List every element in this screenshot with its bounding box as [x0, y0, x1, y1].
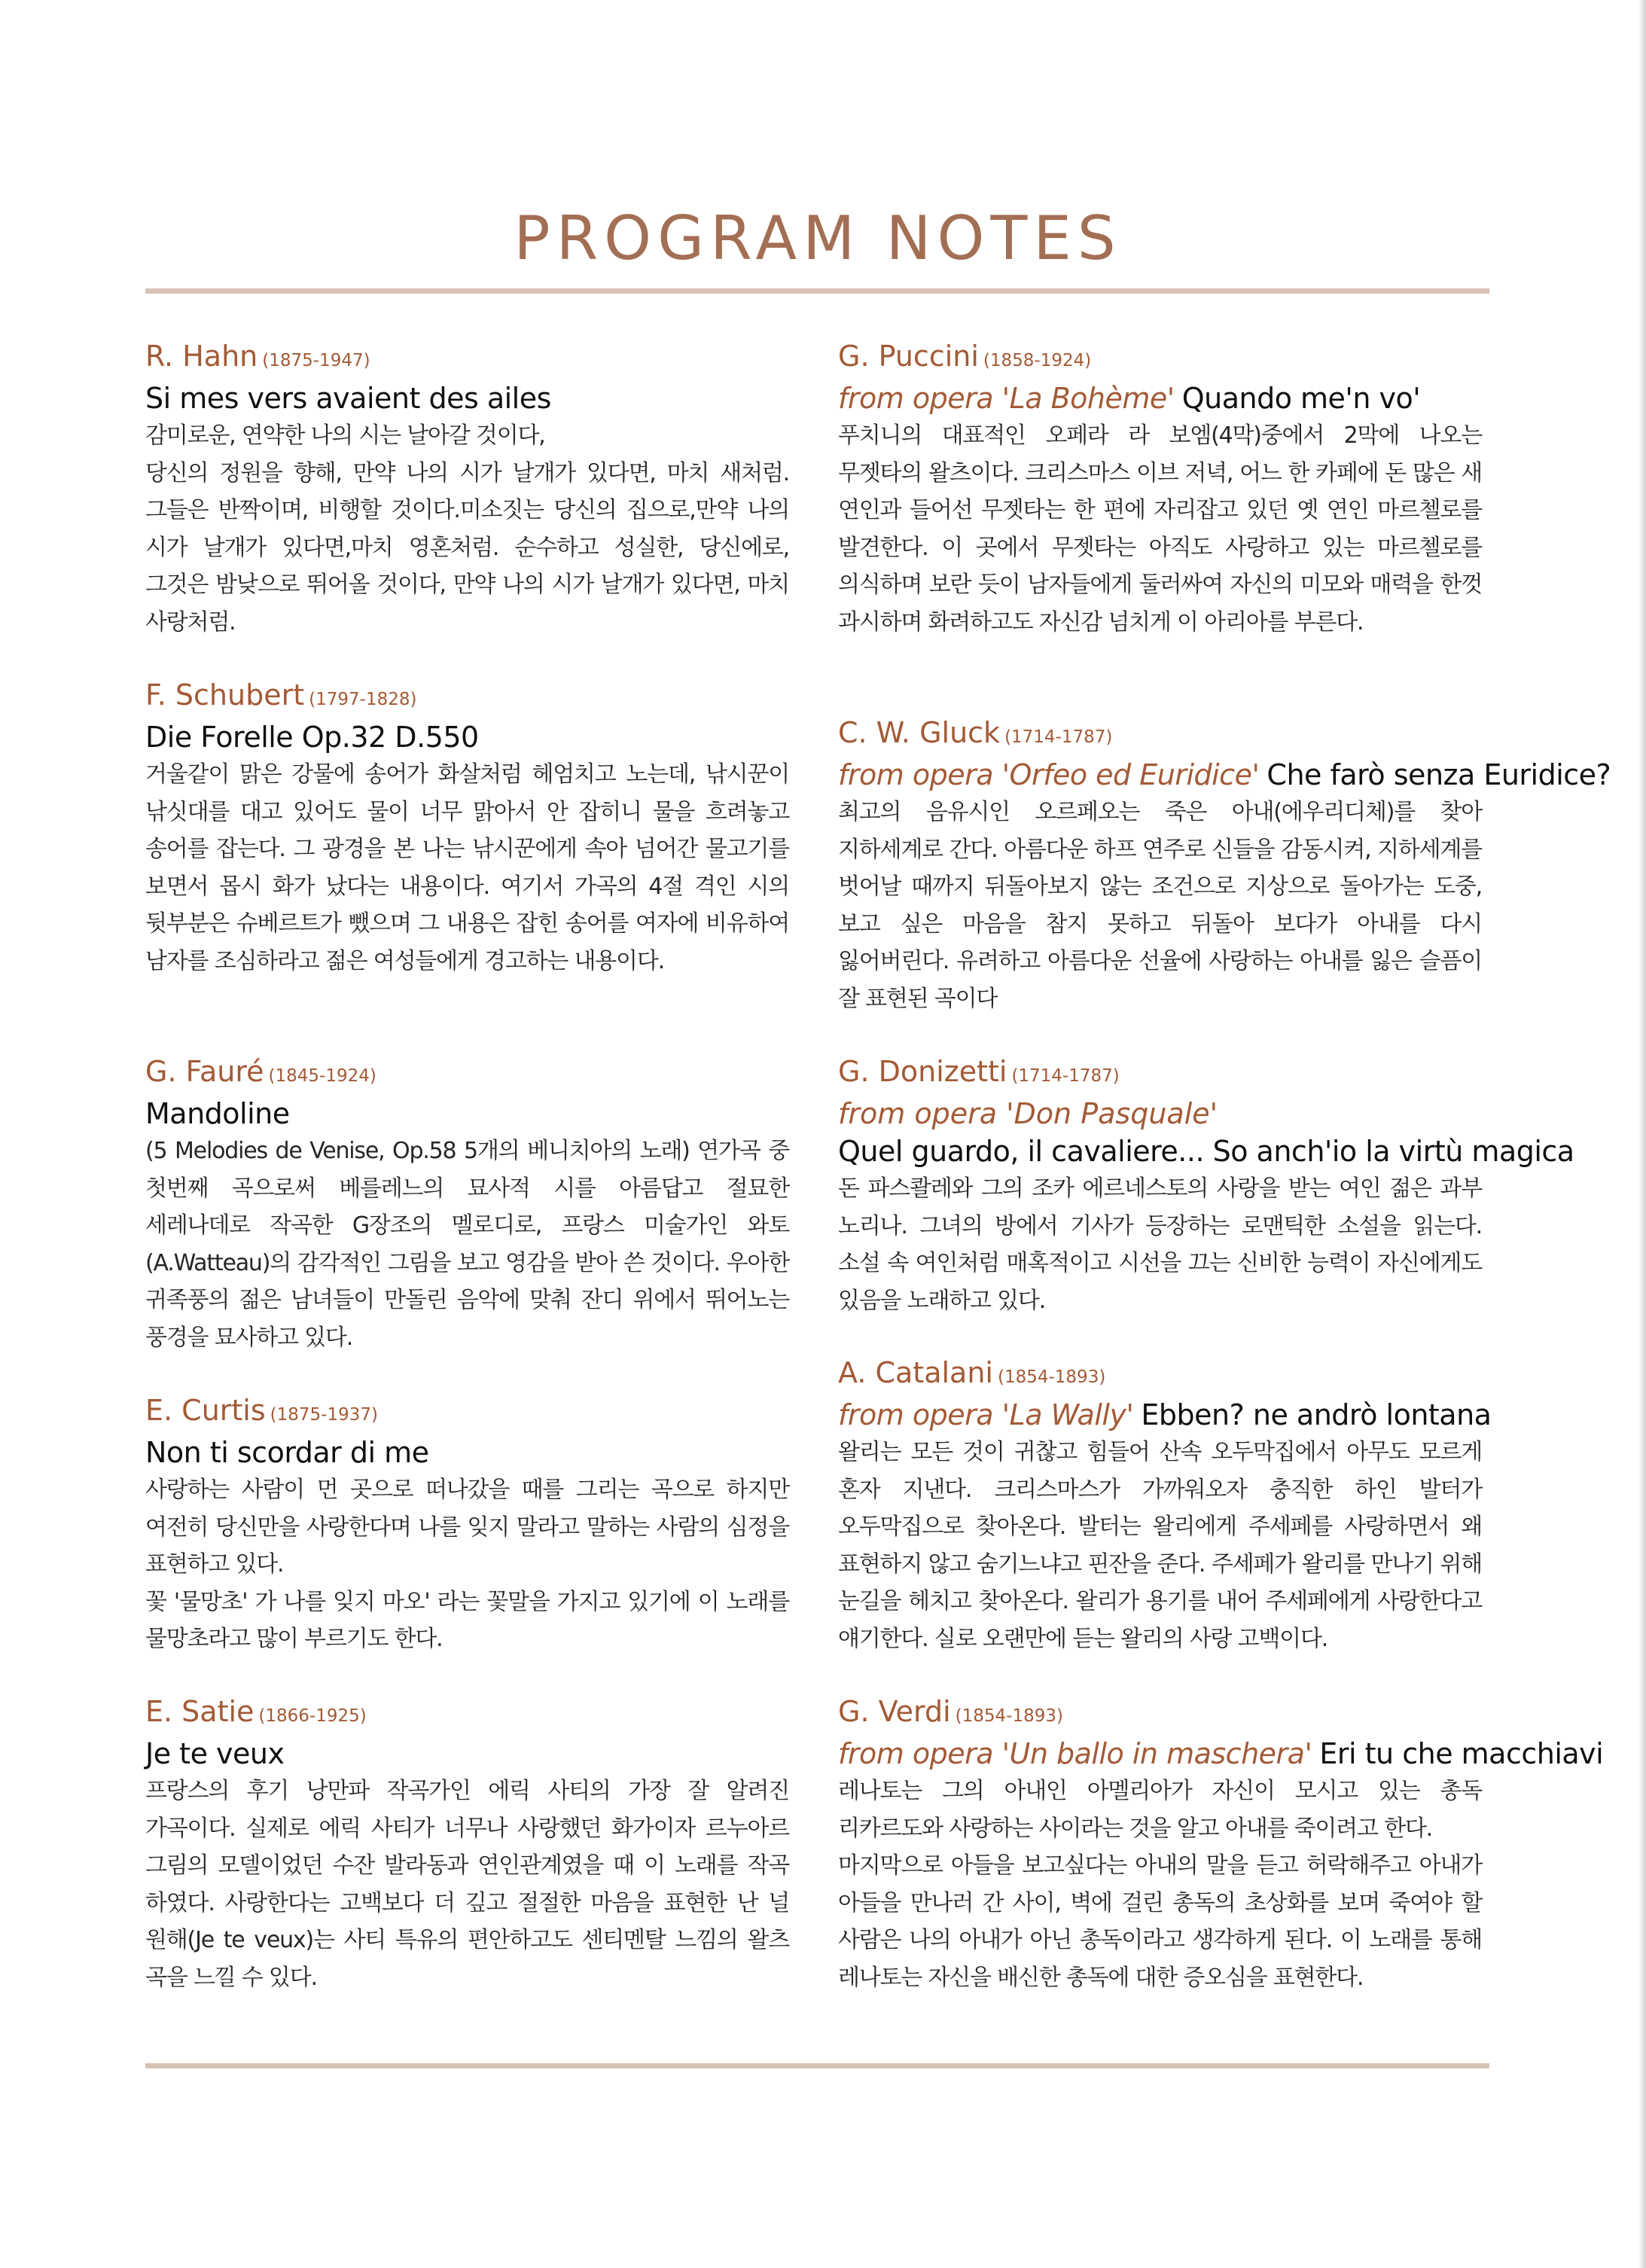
composer-name — [838, 1354, 1482, 1396]
composer-name — [145, 1053, 789, 1095]
description-paragraph: 왈리는 모든 것이 귀찮고 힘들어 산속 오두막집에서 아무도 모르게 혼자 지낸다. 크리스마스가 가까워오자 충직한 하인 발터가 오두막집으로 찾아온다. 발터는 왈리에게 주세페를 사랑하면서 왜 표현하지 않고 숨기느냐고 핀잔을 준다. 주세페가 왈리를 만나기 위해 눈길을 헤치고 찾아온다. 왈리가 용기를 내어 주세페에게 사랑한다고 얘기한다. 실로 오랜만에 듣는 왈리의 사랑 고백이다. — [838, 1439, 1482, 1652]
composer-label: C. W. Gluck — [838, 716, 1001, 749]
description-paragraph: 돈 파스콸레와 그의 조카 에르네스토의 사랑을 받는 여인 젊은 과부 노리나. 그녀의 방에서 기사가 등장하는 로맨틱한 소설을 읽는다. 소설 속 여인처럼 매혹적이고 시선을 끄는 신비한 능력이 자신에게도 있음을 노래하고 있다. — [838, 1175, 1482, 1314]
song-title — [838, 1735, 1604, 1773]
description-paragraph: 사랑하는 사람이 먼 곳으로 떠나갔을 때를 그리는 곡으로 하지만 여전히 당신만을 사랑한다며 나를 잊지 말라고 말하는 사람의 심정을 표현하고 있다. — [145, 1477, 789, 1578]
composer-label: E. Satie — [145, 1695, 255, 1728]
song-description — [145, 1471, 789, 1658]
composer-label: F. Schubert — [145, 678, 305, 712]
composer-label: G. Puccini — [838, 340, 979, 373]
aria-title: Ebben? ne andrò lontana — [1141, 1398, 1492, 1431]
description-paragraph: 프랑스의 후기 낭만파 작곡가인 에릭 사티의 가장 잘 알려진 가곡이다. 실제로 에릭 사티가 너무나 사랑했던 화가이자 르누아르 그림의 모델이었던 수잔 발라동과 연인관계였을 때 이 노래를 작곡 하였다. 사랑한다는 고백보다 더 깊고 절절한 마음을 표현한 난 널 원해(Je te veux)는 사티 특유의 편안하고도 센티멘탈 느낌의 왈츠 곡을 느낄 수 있다. — [145, 1778, 789, 1991]
composer-years: (1714-1787) — [1004, 727, 1113, 747]
program-entry-schubert — [145, 676, 789, 980]
opera-source: from opera 'Don Pasquale' — [838, 1097, 1218, 1130]
composer-years: (1845-1924) — [268, 1066, 376, 1086]
composer-name — [838, 714, 1482, 756]
top-divider — [145, 288, 1489, 294]
program-entry-catalani — [838, 1354, 1492, 1657]
composer-name — [838, 1053, 1482, 1095]
song-description — [145, 417, 789, 641]
composer-label: G. Donizetti — [838, 1055, 1007, 1088]
aria-title: Quel guardo, il cavaliere... So anch'io la virtù magica — [838, 1135, 1574, 1168]
program-entry-gluck — [838, 714, 1611, 1017]
composer-name — [838, 337, 1482, 380]
description-paragraph: 푸치니의 대표적인 오페라 라 보엠(4막)중에서 2막에 나오는 무젯타의 왈츠이다. 크리스마스 이브 저녁, 어느 한 카페에 돈 많은 새 연인과 들어선 무젯타는 한 편에 자리잡고 있던 옛 연인 마르첼로를 발견한다. 이 곳에서 무젯타는 아직도 사랑하고 있는 마르첼로를 의식하며 보란 듯이 남자들에게 둘러싸여 자신의 미모와 매력을 한껏 과시하며 화려하고도 자신감 넘치게 이 아리아를 부른다. — [838, 422, 1482, 636]
song-description — [838, 794, 1482, 1017]
composer-years: (1854-1893) — [997, 1367, 1106, 1387]
song-title: Je te veux — [145, 1737, 285, 1770]
program-entry-verdi — [838, 1693, 1604, 1996]
song-title — [838, 1396, 1492, 1434]
description-paragraph: 감미로운, 연약한 나의 시는 날아갈 것이다, — [145, 422, 545, 449]
opera-source: from opera 'La Bohème' — [838, 382, 1175, 415]
aria-title: Che farò senza Euridice? — [1267, 758, 1611, 791]
song-description — [145, 1773, 789, 1996]
description-paragraph: 거울같이 맑은 강물에 송어가 화살처럼 헤엄치고 노는데, 낚시꾼이 낚싯대를 대고 있어도 물이 너무 맑아서 안 잡히니 물을 흐려놓고 송어를 잡는다. 그 광경을 본 나는 낚시꾼에게 속아 넘어간 물고기를 보면서 몹시 화가 났다는 내용이다. 여기서 가곡의 4절 격인 시의 뒷부분은 슈베르트가 뺐으며 그 내용은 잡힌 송어를 여자에 비유하여 남자를 조심하라고 젊은 여성들에게 경고하는 내용이다. — [145, 761, 789, 974]
program-entry-curtis — [145, 1392, 789, 1658]
description-paragraph: (5 Melodies de Venise, Op.58 5개의 베니치아의 노래) 연가곡 중 첫번째 곡으로써 베를레느의 묘사적 시를 아름답고 절묘한 세레나데로 작곡한 G장조의 멜로디로, 프랑스 미술가인 와토(A.Watteau)의 감각적인 그림을 보고 영감을 받아 쓴 것이다. 우아한 귀족풍의 젊은 남녀들이 만돌린 음악에 맞춰 잔디 위에서 뛰어노는 풍경을 묘사하고 있다. — [145, 1138, 789, 1351]
program-entry-hahn — [145, 337, 789, 641]
composer-years: (1875-1937) — [270, 1405, 378, 1425]
program-entry-satie — [145, 1693, 789, 1996]
composer-label: G. Fauré — [145, 1055, 264, 1088]
composer-name — [145, 337, 789, 380]
composer-name — [145, 1392, 789, 1434]
composer-name — [145, 1693, 789, 1735]
composer-years: (1797-1828) — [309, 690, 417, 709]
composer-years: (1858-1924) — [983, 351, 1092, 370]
page-edge-shadow — [1638, 0, 1646, 2268]
program-entry-puccini — [838, 337, 1482, 641]
description-paragraph: 최고의 음유시인 오르페오는 죽은 아내(에우리디체)를 찾아 지하세계로 간다. 아름다운 하프 연주로 신들을 감동시켜, 지하세계를 벗어날 때까지 뒤돌아보지 않는 조건으로 지상으로 돌아가는 도중, 보고 싶은 마음을 참지 못하고 뒤돌아 보다가 아내를 다시 잃어버린다. 유려하고 아름다운 선율에 사랑하는 아내를 잃은 슬픔이 잘 표현된 곡이다 — [838, 799, 1482, 1012]
song-title: Mandoline — [145, 1097, 290, 1130]
song-description — [838, 1170, 1482, 1319]
song-title: Non ti scordar di me — [145, 1436, 429, 1469]
composer-label: E. Curtis — [145, 1394, 266, 1427]
song-description — [145, 756, 789, 980]
song-title: Si mes vers avaient des ailes — [145, 382, 551, 415]
composer-label: G. Verdi — [838, 1695, 951, 1728]
song-title: Die Forelle Op.32 D.550 — [145, 721, 479, 754]
song-title — [838, 756, 1611, 794]
composer-label: A. Catalani — [838, 1356, 993, 1389]
page-title: PROGRAM NOTES — [514, 203, 1122, 273]
aria-title: Eri tu che macchiavi — [1319, 1737, 1604, 1770]
composer-name — [838, 1693, 1482, 1735]
composer-years: (1854-1893) — [955, 1706, 1063, 1726]
description-paragraph: 레나토는 그의 아내인 아멜리아가 자신이 모시고 있는 총독 리카르도와 사랑하는 사이라는 것을 알고 아내를 죽이려고 한다. — [838, 1778, 1482, 1842]
composer-label: R. Hahn — [145, 340, 258, 373]
song-title — [838, 380, 1482, 417]
description-paragraph: 마지막으로 아들을 보고싶다는 아내의 말을 듣고 허락해주고 아내가 아들을 만나러 간 사이, 벽에 걸린 총독의 초상화를 보며 죽여야 할 사람은 나의 아내가 아닌 총독이라고 생각하게 된다. 이 노래를 통해 레나토는 자신을 배신한 총독에 대한 증오심을 표현한다. — [838, 1852, 1482, 1991]
composer-years: (1866-1925) — [258, 1706, 367, 1726]
description-paragraph: 꽃 '물망초' 가 나를 잊지 마오' 라는 꽃말을 가지고 있기에 이 노래를 물망초라고 많이 부르기도 한다. — [145, 1588, 789, 1652]
opera-source: from opera 'Un ballo in maschera' — [838, 1737, 1312, 1770]
song-description — [145, 1132, 789, 1356]
song-description — [838, 417, 1482, 641]
aria-title: Quando me'n vo' — [1181, 382, 1421, 415]
composer-years: (1875-1947) — [262, 351, 370, 370]
composer-name — [145, 676, 789, 718]
composer-years: (1714-1787) — [1011, 1066, 1120, 1086]
program-entry-faure — [145, 1053, 789, 1356]
program-entry-donizetti — [838, 1053, 1574, 1319]
description-paragraph: 당신의 정원을 향해, 만약 나의 시가 날개가 있다면, 마치 새처럼. 그들은 반짝이며, 비행할 것이다.미소짓는 당신의 집으로,만약 나의 시가 날개가 있다면,마치 영혼처럼. 순수하고 성실한, 당신에로, 그것은 밤낮으로 뛰어올 것이다, 만약 나의 시가 날개가 있다면, 마치 사랑처럼. — [145, 459, 789, 636]
opera-source: from opera 'Orfeo ed Euridice' — [838, 758, 1260, 791]
opera-source: from opera 'La Wally' — [838, 1398, 1134, 1431]
song-description — [838, 1773, 1482, 1996]
bottom-divider — [145, 2063, 1489, 2068]
song-description — [838, 1434, 1482, 1657]
